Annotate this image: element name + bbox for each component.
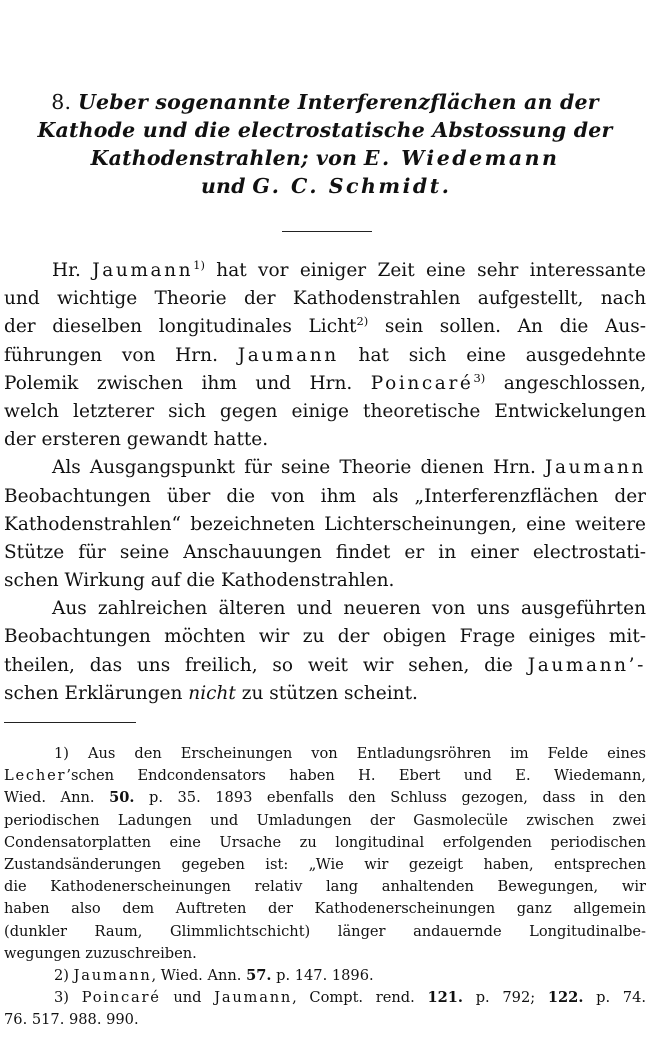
text-segment: p. 35. 1893 ebenfalls den Schluss gezogen, dass in den [134, 789, 646, 807]
text-segment: zu stützen scheint. [235, 682, 418, 704]
author-name: Jaumann’- [527, 654, 646, 676]
text-segment: wegungen zuzuschreiben. [4, 944, 197, 962]
footnotes [4, 743, 646, 1031]
body-line [4, 426, 646, 454]
text-segment: p. 792; [463, 989, 548, 1007]
body-line [4, 370, 646, 398]
footnote-line [4, 876, 646, 898]
footnote-line [4, 787, 646, 809]
text-segment: (dunkler Raum, Glimmlichtschicht) länger andauernde Longitudinalbe- [4, 922, 646, 940]
author-name: Jaumann [545, 457, 646, 479]
emphasis: nicht [188, 682, 236, 704]
text-segment: hat vor einiger Zeit eine sehr interessante [204, 260, 646, 281]
body-line [4, 454, 646, 482]
text-segment: die Kathodenerscheinungen relativ lang anhaltenden Bewegungen, wir [4, 878, 646, 896]
body-line [4, 398, 646, 426]
text-segment: und wichtige Theorie der Kathodenstrahlen aufgestellt, nach [4, 288, 646, 310]
text-segment: theilen, das uns freilich, so weit wir sehen, die [4, 654, 528, 676]
body-line [4, 257, 646, 285]
text-segment: Condensatorplatten eine Ursache zu longitudinal erfolgenden periodischen [4, 833, 646, 851]
text-segment: Beobachtungen über die von ihm als „Interferenzflächen der [4, 485, 646, 507]
footnote-line [4, 898, 646, 920]
text-segment: Aus zahlreichen älteren und neueren von uns ausgeführten [52, 598, 646, 620]
text-segment: schen Erklärungen [4, 682, 189, 704]
body-line [4, 539, 646, 567]
footnote-ref: 1) [193, 257, 205, 272]
article-title [4, 88, 646, 200]
title-end: . [441, 174, 450, 198]
text-segment: p. 74. [583, 989, 647, 1007]
footnote-line [4, 854, 646, 876]
footnote-line [4, 832, 646, 854]
volume-number: 50. [109, 789, 135, 807]
text-segment: sein sollen. An die Aus- [368, 316, 646, 338]
footnote-line [4, 987, 646, 1009]
author-name: Poincaré [370, 372, 474, 394]
footnote-line [4, 765, 646, 787]
text-segment: Zustandsänderungen gegeben ist: „Wie wir gezeigt haben, entsprechen [4, 855, 646, 873]
body-line [4, 483, 646, 511]
footnote-line [4, 943, 646, 965]
body-line [4, 623, 646, 651]
text-segment: angeschlossen, [485, 372, 646, 394]
body-line [4, 595, 646, 623]
author-name: Lecher [4, 767, 67, 785]
body-line [4, 652, 646, 680]
footnote-line [4, 1009, 646, 1031]
author-name: Jaumann [237, 344, 339, 366]
text-segment: , Wied. Ann. [151, 966, 247, 984]
body-line [4, 342, 646, 370]
text-segment: , Compt. rend. [292, 989, 428, 1007]
body-line [4, 511, 646, 539]
text-segment: haben also dem Auftreten der Kathodenerscheinungen ganz allgemein [4, 900, 646, 918]
text-segment: ’schen Endcondensators haben H. Ebert und E. Wiedemann, [66, 767, 646, 785]
text-segment: der ersteren gewandt hatte. [4, 429, 269, 451]
body-line [4, 567, 646, 595]
body-line [4, 313, 646, 341]
title-line-1: Ueber sogenannte Interferenzflächen an der [77, 90, 599, 114]
title-line-4: und [200, 174, 246, 198]
footnote-divider [4, 722, 136, 723]
text-segment: 3) [54, 989, 82, 1007]
text-segment: schen Wirkung auf die Kathodenstrahlen. [4, 570, 395, 592]
title-line-2: Kathode und die electrostatische Abstossung der [37, 118, 613, 142]
author-name: Jaumann [214, 989, 293, 1007]
body-line [4, 285, 646, 313]
text-segment: Polemik zwischen ihm und Hrn. [4, 372, 371, 394]
author-name: Poincaré [81, 989, 161, 1007]
author-name: Jaumann [73, 966, 152, 984]
text-segment: welch letzterer sich gegen einige theoretische Entwickelungen [4, 400, 646, 422]
text-segment: 2) [54, 966, 74, 984]
body-line [4, 680, 646, 708]
text-segment: 76. 517. 988. 990. [4, 1011, 139, 1029]
footnote-line [4, 921, 646, 943]
text-segment: Kathodenstrahlen“ bezeichneten Lichterscheinungen, eine weitere [4, 513, 646, 535]
text-segment: der dieselben longitudinales Licht [4, 316, 357, 338]
text-segment: führungen von Hrn. [4, 344, 238, 366]
footnote-line [4, 810, 646, 832]
volume-number: 121. [427, 989, 464, 1007]
title-line-3: Kathodenstrahlen; von [90, 146, 358, 170]
text-segment: 1) Aus den Erscheinungen von Entladungsröhren im Felde eines [54, 745, 646, 762]
volume-number: 57. [246, 966, 272, 984]
article-number: 8. [51, 90, 72, 114]
text-segment: Beobachtungen möchten wir zu der obigen Frage einiges mit- [4, 626, 646, 648]
text-segment: Als Ausgangspunkt für seine Theorie dienen Hrn. [52, 457, 546, 479]
footnote-ref: 3) [473, 370, 486, 385]
author-1: E. Wiedemann [363, 146, 560, 170]
footnote-ref: 2) [356, 314, 369, 329]
author-2: G. C. Schmidt [252, 174, 442, 198]
text-segment: p. 147. 1896. [271, 966, 374, 984]
volume-number: 122. [547, 989, 584, 1007]
article-body [4, 257, 646, 708]
author-name: Jaumann [92, 260, 194, 281]
footnote-line [4, 743, 646, 765]
text-segment: Hr. [52, 260, 93, 281]
text-segment: Wied. Ann. [4, 789, 110, 807]
footnote-line [4, 965, 646, 987]
text-segment: hat sich eine ausgedehnte [338, 344, 646, 366]
text-segment: periodischen Ladungen und Umladungen der Gasmolecüle zwischen zwei [4, 811, 646, 829]
text-segment: Stütze für seine Anschauungen findet er in einer electrostati- [4, 541, 646, 563]
title-divider [282, 231, 372, 232]
text-segment: und [160, 989, 215, 1007]
